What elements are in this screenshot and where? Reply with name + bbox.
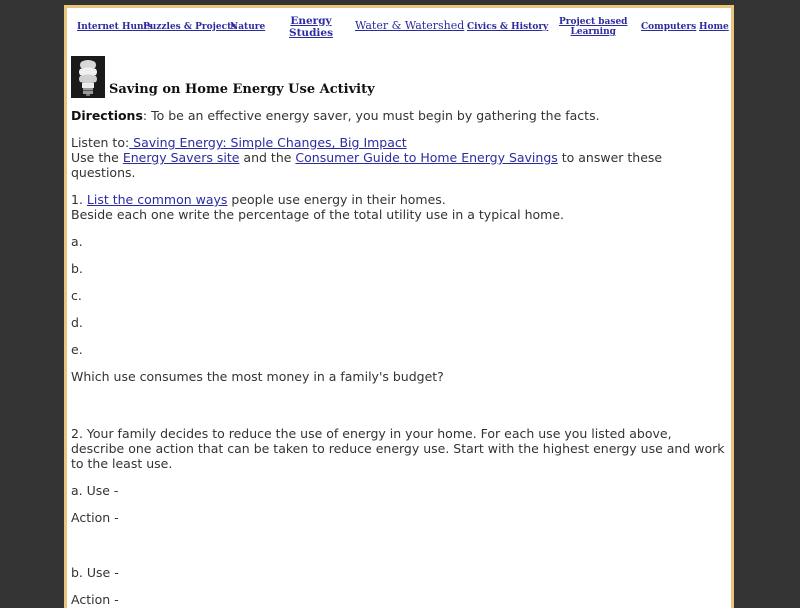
- question-2: 2. Your family decides to reduce the use of energy in your home. For each use you listed above, describe one action that can be taken to reduce energy use. Start with the highest energy use and work to the least use.: [71, 426, 725, 471]
- nav-project-based-learning[interactable]: [559, 17, 627, 37]
- light-bulb-icon: [71, 56, 105, 98]
- q1-line2: Beside each one write the percentage of the total utility use in a typical home.: [71, 207, 564, 222]
- use-middle: and the: [239, 150, 296, 165]
- nav-energy-studies-line2: Studies: [289, 27, 333, 39]
- directions: [71, 108, 727, 123]
- nav-civics-history[interactable]: Civics & History: [467, 22, 549, 32]
- question-1: [71, 192, 727, 222]
- nav-puzzles-projects[interactable]: Puzzles & Projects: [143, 22, 237, 32]
- q1-item-b: b.: [71, 261, 83, 276]
- common-ways-link[interactable]: List the common ways: [86, 192, 228, 207]
- title-row: [71, 52, 727, 98]
- q1-item-d: d.: [71, 315, 83, 330]
- main-content: [71, 52, 727, 607]
- directions-text: : To be an effective energy saver, you must begin by gathering the facts.: [142, 108, 600, 123]
- directions-label: Directions: [71, 108, 143, 123]
- consumer-guide-link[interactable]: Consumer Guide to Home Energy Savings: [295, 150, 558, 165]
- q2-b-use: b. Use -: [71, 565, 119, 580]
- nav-internet-hunts[interactable]: Internet Hunts: [77, 22, 153, 32]
- q2-b-action: Action -: [71, 592, 119, 607]
- nav-energy-studies-line1: Energy: [290, 15, 332, 27]
- listen-line: [71, 135, 727, 150]
- q1-number: 1.: [71, 192, 87, 207]
- nav-project-based-line2: Learning: [570, 27, 616, 37]
- saving-energy-link[interactable]: Saving Energy: Simple Changes, Big Impact: [129, 135, 407, 150]
- q1-followup: Which use consumes the most money in a family's budget?: [71, 369, 444, 384]
- nav-water-watershed[interactable]: Water & Watershed: [355, 19, 465, 32]
- top-navigation: [67, 8, 731, 40]
- use-line: [71, 150, 727, 180]
- q1-text: people use energy in their homes.: [227, 192, 446, 207]
- nav-energy-studies[interactable]: [289, 15, 333, 39]
- page-title: Saving on Home Energy Use Activity: [109, 82, 375, 97]
- page: [64, 5, 734, 608]
- use-prefix: Use the: [71, 150, 123, 165]
- nav-home[interactable]: Home: [699, 22, 729, 32]
- q1-item-e: e.: [71, 342, 83, 357]
- q2-a-action: Action -: [71, 510, 119, 525]
- nav-computers[interactable]: Computers: [641, 22, 697, 32]
- q1-item-c: c.: [71, 288, 82, 303]
- nav-nature[interactable]: Nature: [230, 22, 266, 32]
- energy-savers-link[interactable]: Energy Savers site: [122, 150, 240, 165]
- nav-project-based-line1: Project based: [559, 17, 628, 27]
- use-suffix: to answer these questions.: [71, 150, 663, 180]
- listen-prefix: Listen to:: [71, 135, 130, 150]
- q1-item-a: a.: [71, 234, 83, 249]
- q2-a-use: a. Use -: [71, 483, 119, 498]
